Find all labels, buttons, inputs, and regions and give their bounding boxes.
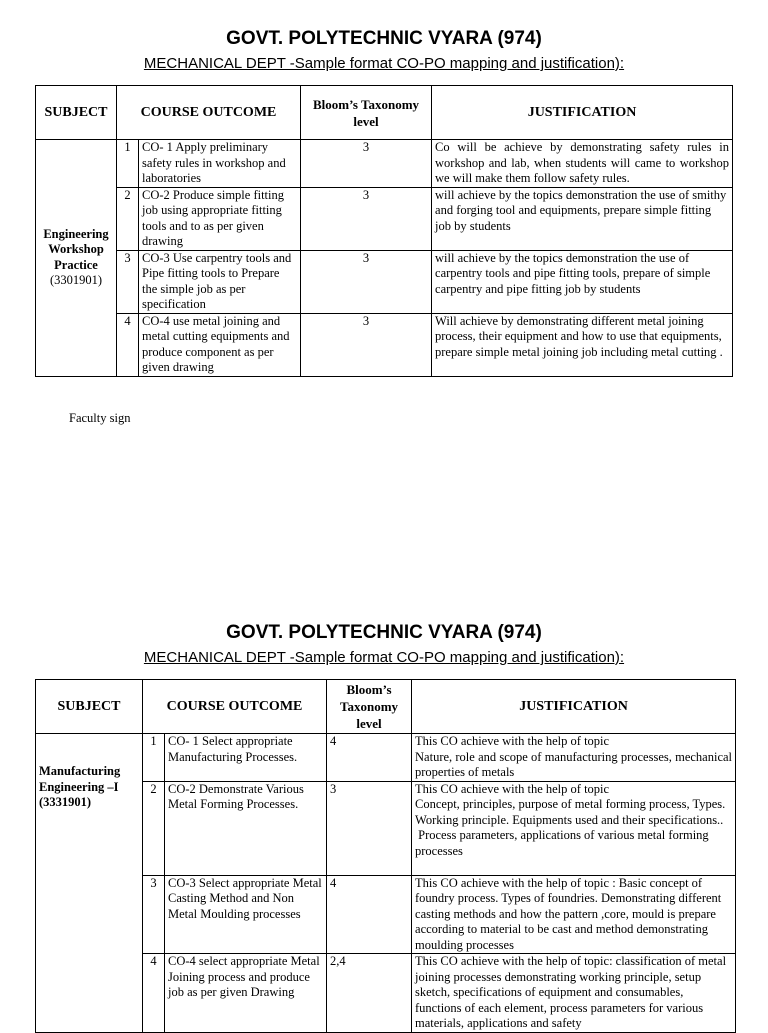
subject-code: (3331901) xyxy=(39,795,92,809)
page-title: GOVT. POLYTECHNIC VYARA (974) xyxy=(226,28,542,49)
subject-code: (3301901) xyxy=(49,273,103,288)
justification-line: This CO achieve with the help of topic xyxy=(415,734,610,748)
justification-line: This CO achieve with the help of topic: classification of metal joining processes demonstrating working principle, setup sketch, specifications of equipment and consumables, functions of each element, process parameters for various materials, applications and safety xyxy=(415,954,727,1030)
bloom-level: 4 xyxy=(327,734,412,782)
row-number: 4 xyxy=(117,313,139,376)
header-subject: SUBJECT xyxy=(36,86,117,140)
justification-text: will achieve by the topics demonstration the use of smithy and forging tool and equipments, prepare simple fitting job by students xyxy=(432,187,733,250)
bloom-level: 2,4 xyxy=(327,954,412,1033)
course-outcome: CO-2 Produce simple fitting job using appropriate fitting tools and to as per given drawing xyxy=(139,187,301,250)
co-po-table xyxy=(35,679,736,1033)
subject-cell xyxy=(36,140,117,377)
header-bloom-level: Bloom’s Taxonomy level xyxy=(301,86,432,140)
page-title: GOVT. POLYTECHNIC VYARA (974) xyxy=(226,622,542,643)
subject-name: Workshop xyxy=(48,242,104,257)
justification-text xyxy=(412,954,736,1033)
subject-name: Manufacturing xyxy=(39,764,121,778)
header-justification: JUSTIFICATION xyxy=(432,86,733,140)
bloom-level: 3 xyxy=(301,250,432,313)
justification-text xyxy=(412,875,736,954)
subject-cell xyxy=(36,734,143,1033)
justification-text: Co will be achieve by demonstrating safety rules in workshop and lab, when students will came to workshop we will make them follow safety rules. xyxy=(432,140,733,188)
page-subtitle: MECHANICAL DEPT -Sample format CO-PO mapping and justification): xyxy=(143,55,625,72)
course-outcome: CO-2 Demonstrate Various Metal Forming Processes. xyxy=(165,781,327,875)
justification-line: This CO achieve with the help of topic : Basic concept of foundry process. Types of foundries. Demonstrating different casting methods and how the pattern ,core, mould is prepare according to material to be cast and method demonstrating moulding processes xyxy=(415,875,722,952)
page-subtitle: MECHANICAL DEPT -Sample format CO-PO mapping and justification): xyxy=(143,649,625,666)
subject-name: Engineering –I xyxy=(39,779,119,794)
bloom-level: 3 xyxy=(301,140,432,188)
justification-text xyxy=(412,734,736,782)
header-justification: JUSTIFICATION xyxy=(412,680,736,734)
justification-line: Process parameters, applications of various metal forming processes xyxy=(415,828,712,858)
row-number: 1 xyxy=(117,140,139,188)
justification-text: will achieve by the topics demonstration the use of carpentry tools and pipe fitting tools, prepare of simple carpentry and pipe fitting job by students xyxy=(432,250,733,313)
co-po-table xyxy=(35,85,733,377)
course-outcome: CO-4 use metal joining and metal cutting equipments and produce component as per given drawing xyxy=(139,313,301,376)
bloom-level: 3 xyxy=(301,187,432,250)
course-outcome: CO-4 select appropriate Metal Joining process and produce job as per given Drawing xyxy=(165,954,327,1033)
justification-text: Will achieve by demonstrating different metal joining process, their equipment and how to use that equipments, prepare simple metal joining job including metal cutting . xyxy=(432,313,733,376)
row-number: 4 xyxy=(143,954,165,1033)
bloom-level: 4 xyxy=(327,875,412,954)
course-outcome: CO- 1 Select appropriate Manufacturing Processes. xyxy=(165,734,327,782)
bloom-level: 3 xyxy=(301,313,432,376)
justification-line: Concept, principles, purpose of metal forming process, Types. Working principle. Equipments used and their specifications.. xyxy=(415,797,726,827)
row-number: 2 xyxy=(117,187,139,250)
header-course-outcome: COURSE OUTCOME xyxy=(143,680,327,734)
row-number: 1 xyxy=(143,734,165,782)
header-bloom-level: Bloom’s Taxonomy level xyxy=(327,680,412,734)
course-outcome: CO- 1 Apply preliminary safety rules in workshop and laboratories xyxy=(139,140,301,188)
justification-line: Nature, role and scope of manufacturing processes, mechanical properties of metals xyxy=(415,749,733,779)
header-subject: SUBJECT xyxy=(36,680,143,734)
course-outcome: CO-3 Select appropriate Metal Casting Method and Non Metal Moulding processes xyxy=(165,875,327,954)
header-course-outcome: COURSE OUTCOME xyxy=(117,86,301,140)
subject-name: Engineering xyxy=(43,226,109,241)
row-number: 3 xyxy=(143,875,165,954)
row-number: 3 xyxy=(117,250,139,313)
bloom-level: 3 xyxy=(327,781,412,875)
subject-name: Practice xyxy=(54,257,98,272)
course-outcome: CO-3 Use carpentry tools and Pipe fitting tools to Prepare the simple job as per specification xyxy=(139,250,301,313)
justification-text xyxy=(412,781,736,875)
row-number: 2 xyxy=(143,781,165,875)
justification-line: This CO achieve with the help of topic xyxy=(415,781,610,796)
faculty-sign-label: Faculty sign xyxy=(69,411,131,425)
